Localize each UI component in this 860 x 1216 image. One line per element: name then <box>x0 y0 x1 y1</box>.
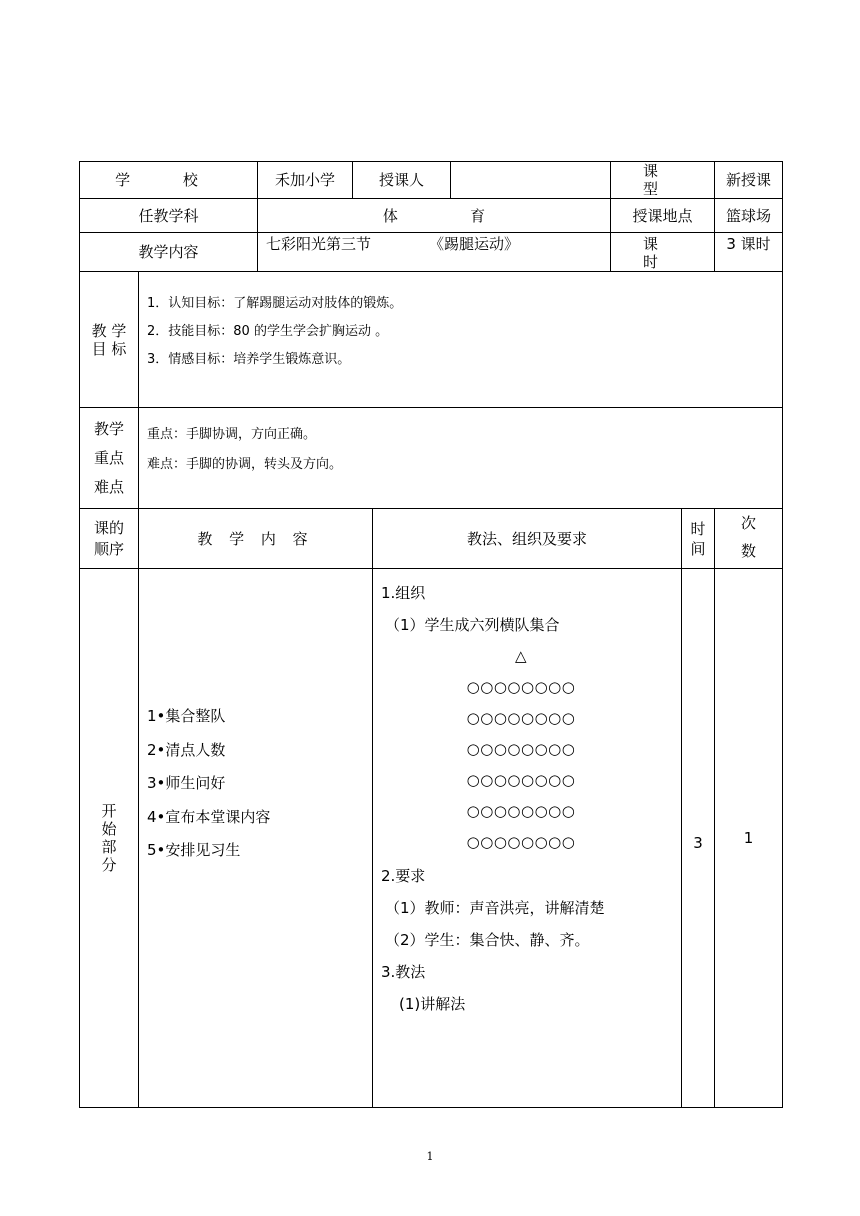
content-item-assemble: 1•集合整队 <box>147 707 226 725</box>
method-teach-title: 3.教法 <box>381 963 426 981</box>
lesson-type-label: 课 型 <box>611 162 715 199</box>
content-item-greeting: 3•师生问好 <box>147 774 226 792</box>
formation-diagram <box>381 641 661 858</box>
lesson-type-value: 新授课 <box>715 162 783 199</box>
keypoints-label-line-1: 教学 <box>93 419 124 438</box>
start-label-char-1: 开 <box>101 802 117 820</box>
column-order-line-1: 课的 <box>93 518 124 537</box>
teacher-label: 授课人 <box>353 162 451 199</box>
header-row-school <box>80 162 783 199</box>
start-label-char-4: 分 <box>101 856 117 874</box>
start-section-row <box>80 569 783 1108</box>
column-method: 教法、组织及要求 <box>373 509 682 569</box>
method-org-title: 1.组织 <box>381 584 426 602</box>
column-count <box>715 509 783 569</box>
school-label: 学 校 <box>80 162 258 199</box>
start-time: 3 <box>682 569 715 1108</box>
place-label: 授课地点 <box>611 199 715 233</box>
formation-row: ○○○○○○○○ <box>466 740 576 758</box>
content-item-headcount: 2•清点人数 <box>147 740 226 759</box>
content-series: 七彩阳光第三节 <box>266 235 372 253</box>
place-value: 篮球场 <box>715 199 783 233</box>
formation-row: ○○○○○○○○ <box>466 709 576 727</box>
method-teach-1: (1)讲解法 <box>399 995 466 1013</box>
method-req-title: 2.要求 <box>381 867 426 885</box>
column-content: 教 学 内 容 <box>139 509 373 569</box>
header-row-content <box>80 233 783 272</box>
keypoints-label <box>80 408 139 509</box>
formation-row: ○○○○○○○○ <box>466 833 576 851</box>
goals-list <box>139 272 783 408</box>
subject-value: 体 育 <box>258 199 611 233</box>
method-req-2: （2）学生：集合快、静、齐。 <box>385 931 590 949</box>
goals-row <box>80 272 783 408</box>
formation-row: ○○○○○○○○ <box>466 802 576 820</box>
start-count: 1 <box>715 569 783 1108</box>
key-important: 重点：手脚协调，方向正确。 <box>147 427 317 442</box>
goal-cognitive: 1．认知目标：了解踢腿运动对肢体的锻炼。 <box>147 296 403 311</box>
column-time <box>682 509 715 569</box>
goals-label-line-1: 教 学 <box>91 321 127 340</box>
keypoints-content <box>139 408 783 509</box>
start-section-label <box>80 569 139 1108</box>
teacher-value <box>451 162 611 199</box>
content-item-announce: 4•宣布本堂课内容 <box>147 807 271 826</box>
hours-label: 课 时 <box>611 233 715 272</box>
content-title: 《踢腿运动》 <box>429 235 520 253</box>
teacher-triangle-icon: △ <box>514 647 528 665</box>
formation-row: ○○○○○○○○ <box>466 678 576 696</box>
header-row-subject <box>80 199 783 233</box>
column-order-line-2: 顺序 <box>93 539 124 558</box>
start-label-char-2: 始 <box>101 820 117 838</box>
goals-label-line-2: 目 标 <box>91 339 127 358</box>
start-content-list <box>139 569 373 1108</box>
content-value <box>258 233 611 272</box>
method-req-1: （1）教师：声音洪亮，讲解清楚 <box>385 899 605 917</box>
column-time-line-1: 时 <box>690 519 706 538</box>
subject-label: 任教学科 <box>80 199 258 233</box>
column-header-row <box>80 509 783 569</box>
lesson-plan-table <box>79 161 783 1108</box>
content-label: 教学内容 <box>80 233 258 272</box>
goals-label <box>80 272 139 408</box>
column-count-line-2: 数 <box>741 542 757 560</box>
goal-skill: 2．技能目标：80 的学生学会扩胸运动 。 <box>147 324 389 339</box>
key-difficult: 难点：手脚的协调，转头及方向。 <box>147 457 343 472</box>
keypoints-label-line-2: 重点 <box>93 448 124 467</box>
content-item-observers: 5•安排见习生 <box>147 841 241 859</box>
goal-affective: 3．情感目标：培养学生锻炼意识。 <box>147 352 351 367</box>
column-count-line-1: 次 <box>741 514 757 532</box>
method-org-1: （1）学生成六列横队集合 <box>385 616 560 634</box>
hours-value: 3 课时 <box>715 233 783 272</box>
start-method <box>373 569 682 1108</box>
school-value: 禾加小学 <box>258 162 353 199</box>
keypoints-row <box>80 408 783 509</box>
formation-row: ○○○○○○○○ <box>466 771 576 789</box>
column-time-line-2: 间 <box>690 539 706 558</box>
page-number: 1 <box>426 1150 434 1163</box>
column-order <box>80 509 139 569</box>
keypoints-label-line-3: 难点 <box>93 477 124 496</box>
start-label-char-3: 部 <box>101 838 117 856</box>
